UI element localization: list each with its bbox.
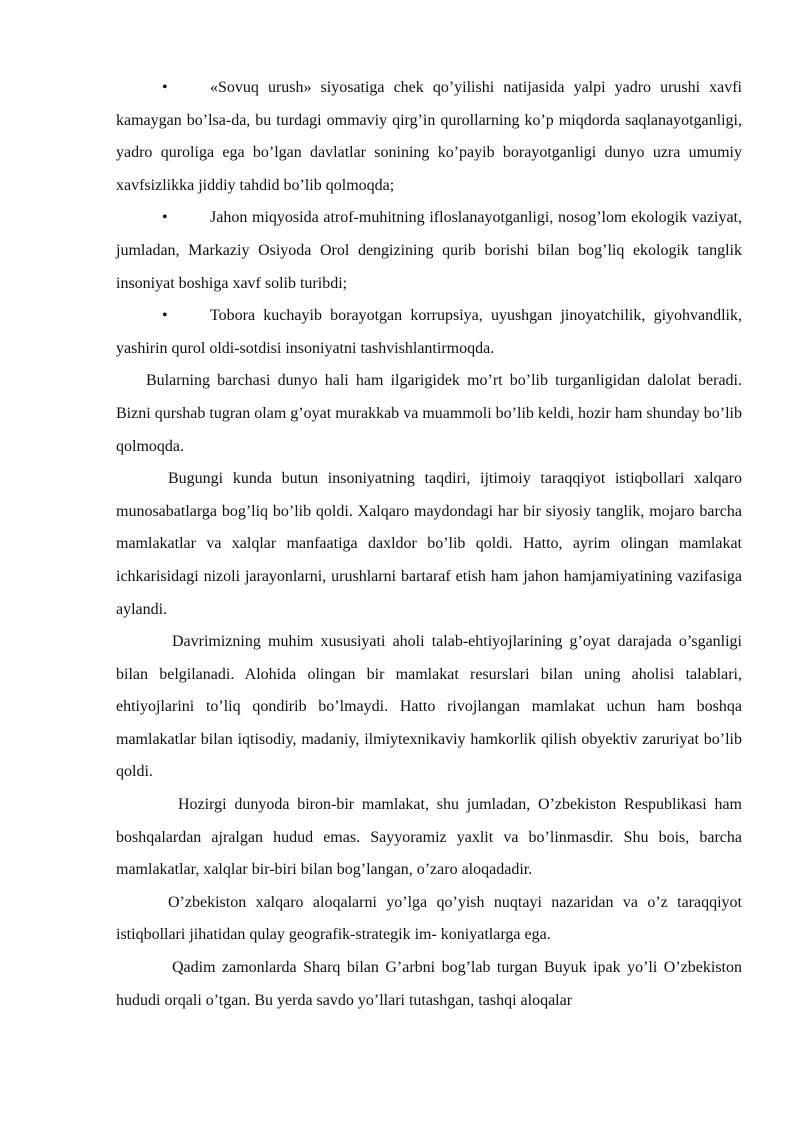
bullet-text: Jahon miqyosida atrof-muhitning ifloslanayotganligi, nosog’lom ekologik vaziyat, jumladan, Markaziy Osiyoda Orol dengizining qurib borishi bilan bog’liq ekologik tanglik insoniyat boshiga xavf solib turibdi; [116,209,742,292]
bullet-marker: • [162,307,168,325]
paragraph: Hozirgi dunyoda biron-bir mamlakat, shu jumladan, O’zbekiston Respublikasi ham boshqalardan ajralgan hudud emas. Sayyoramiz yaxlit va bo’linmasdir. Shu bois, barcha mamlakatlar, xalqlar bir-biri bilan bog’langan, o’zaro aloqadadir. [116,796,742,879]
bullet-item [116,300,742,365]
bullet-item [116,72,742,202]
bullet-marker: • [162,209,168,227]
bullet-marker: • [162,79,168,96]
paragraph: Davrimizning muhim xususiyati aholi talab-ehtiyojlarining g’oyat darajada o’sganligi bilan belgilanadi. Alohida olingan bir mamlakat resurslari bilan uning aholisi talablari, ehtiyojlarini to’liq qondirib bo’lmaydi. Hatto rivojlangan mamlakat uchun ham boshqa mamlakatlar bilan iqtisodiy, madaniy, ilmiytexnikaviy hamkorlik qilish obyektiv zaruriyat bo’lib qoldi. [116,633,742,781]
document-body [116,72,742,1017]
paragraph: Qadim zamonlarda Sharq bilan G’arbni bog’lab turgan Buyuk ipak yo’li O’zbekiston hududi orqali o’tgan. Bu yerda savdo yo’llari tutashgan, tashqi aloqalar [116,959,742,1009]
bullet-item [116,202,742,300]
paragraph: Bugungi kunda butun insoniyatning taqdiri, ijtimoiy taraqqiyot istiqbollari xalqaro munosabatlarga bog’liq bo’lib qoldi. Xalqaro maydondagi har bir siyosiy tanglik, mojaro barcha mamlakatlar va xalqlar manfaatiga daxldor bo’lib qoldi. Hatto, ayrim olingan mamlakat ichkarisidagi nizoli jarayonlarni, urushlarni bartaraf etish ham jahon hamjamiyatining vazifasiga aylandi. [116,470,742,618]
paragraph: O’zbekiston xalqaro aloqalarni yo’lga qo’yish nuqtayi nazaridan va o’z taraqqiyot istiqbollari jihatidan qulay geografik-strategik im- koniyatlarga ega. [116,893,742,944]
bullet-text: «Sovuq urush» siyosatiga chek qo’yilishi natijasida yalpi yadro urushi xavfi kamaygan bo’lsa-da, bu turdagi ommaviy qirg’in qurollarning ko’p miqdorda saqlanayotganligi, yadro quroliga ega bo’lgan davlatlar sonining ko’payib borayotganligi dunyo uzra umumiy xavfsizlikka jiddiy tahdid bo’lib qolmoqda; [116,79,742,194]
paragraph: Bularning barchasi dunyo hali ham ilgarigidek mo’rt bo’lib turganligidan dalolat beradi. Bizni qurshab tugran olam g’oyat murakkab va muammoli bo’lib keldi, hozir ham shunday bo’lib qolmoqda. [116,372,742,455]
bullet-text: Tobora kuchayib borayotgan korrupsiya, uyushgan jinoyatchilik, giyohvandlik, yashirin qurol oldi-sotdisi insoniyatni tashvishlantirmoqda. [116,307,742,357]
